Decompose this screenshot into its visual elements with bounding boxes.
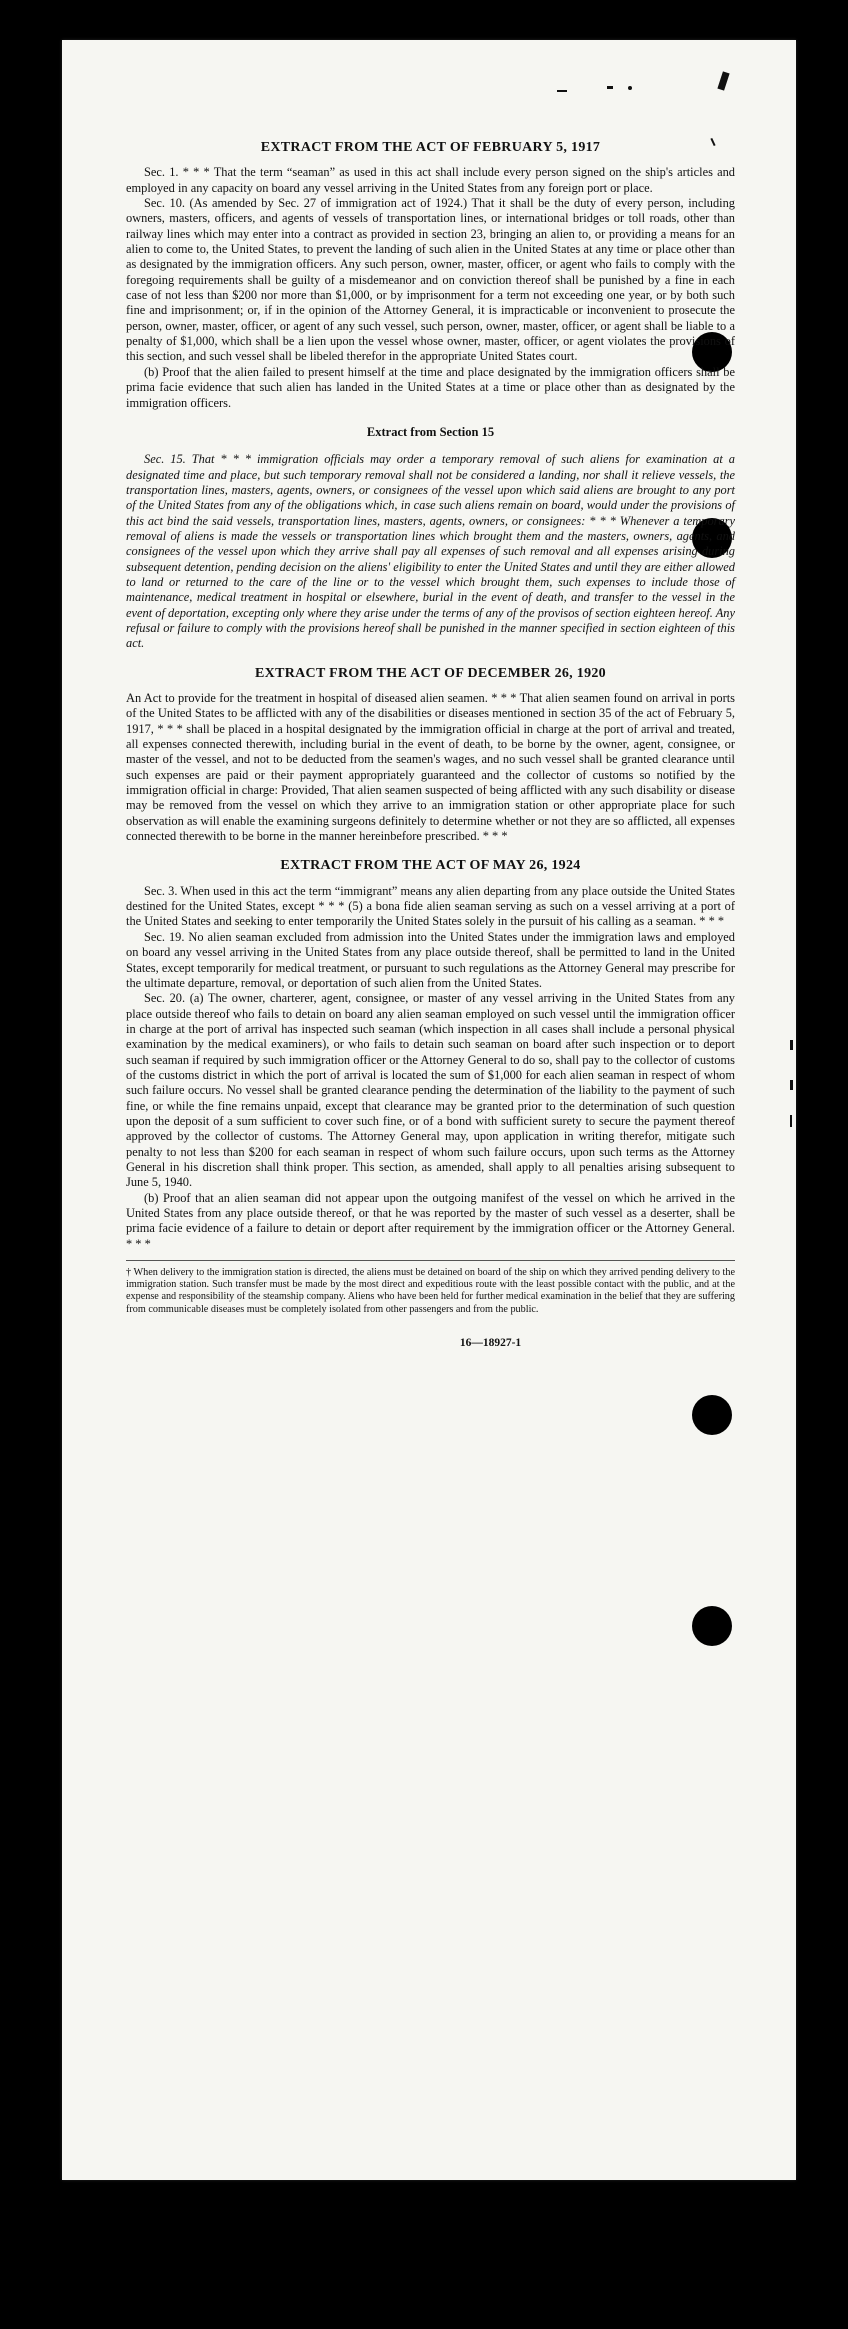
- document-body: [126, 140, 735, 1351]
- scan-mark-tick: [790, 1080, 793, 1090]
- heading-act-1917: EXTRACT FROM THE ACT OF FEBRUARY 5, 1917: [260, 140, 601, 155]
- section-10b-paragraph: (b) Proof that the alien failed to present himself at the time and place designated by the immigration officers shall be prima facie evidence that such alien has landed in the United States at a time or place other than as designated by the immigration officers.: [126, 364, 735, 410]
- punch-hole: [692, 1606, 732, 1646]
- section-20b-paragraph: (b) Proof that an alien seaman did not appear upon the outgoing manifest of the vessel on which he arrived in the United States from any place outside thereof, or that he was reported by the master of such vessel as a deserter, shall be prima facie evidence of a failure to detain or deport after requirement by the immigration officer or the Attorney General. * * *: [126, 1190, 735, 1251]
- section-19-paragraph: Sec. 19. No alien seaman excluded from admission into the United States under the immigration laws and employed on board any vessel arriving in the United States from any place outside thereof, shall be permitted to land in the United States, except temporarily for medical treatment, or pursuant to such regulations as the Attorney General may prescribe for the ultimate departure, removal, or deportation of such alien from the United States.: [126, 929, 735, 990]
- footnote: † When delivery to the immigration station is directed, the aliens must be detained on board of the ship on which they arrived pending delivery to the immigration station. Such transfer must be made by the most direct and expeditious route with the least possible contact with the public, and at the expense and responsibility of the steamship company. Aliens who have been held for further medical examination in the belief that they are suffering from communicable diseases must be completely isolated from other passengers and from the public.: [126, 1260, 735, 1316]
- section-3-paragraph: Sec. 3. When used in this act the term “immigrant” means any alien departing from any place outside the United States destined for the United States, except * * * (5) a bona fide alien seaman serving as such on a vessel arriving at a port of the United States and seeking to enter temporarily the United States solely in the pursuit of his calling as a seaman. * * *: [126, 883, 735, 929]
- scan-mark-tick: [790, 1115, 792, 1127]
- section-10-paragraph: Sec. 10. (As amended by Sec. 27 of immigration act of 1924.) That it shall be the duty of every person, including owners, masters, officers, and agents of vessels of transportation lines, or international bridges or toll roads, other than railway lines which may enter into a contract as provided in section 23, bringing an alien to, or providing a means for an alien to come to, the United States, to prevent the landing of such alien in the United States at any time or place other than as designated by the immigration officers. Any such person, owner, master, officer, or agent who fails to comply with the foregoing requirements shall be guilty of a misdemeanor and on conviction thereof shall be punished by a fine in each case of not less than $200 nor more than $1,000, or by imprisonment for a term not exceeding one year, or by both such fine and imprisonment; or, if in the opinion of the Attorney General, it is impracticable or inconvenient to prosecute the person, owner, master, officer, or agent of any such vessel, such person, owner, master, officer, or agent shall be liable to a penalty of $1,000, which shall be a lien upon the vessel whose owner, master, officer, or agent violates the provisions of this section, and such vessel shall be libeled therefor in the appropriate United States court.: [126, 196, 735, 364]
- scan-mark-dash: [607, 86, 613, 89]
- heading-section-15: Extract from Section 15: [366, 424, 495, 439]
- heading-act-1924: EXTRACT FROM THE ACT OF MAY 26, 1924: [280, 858, 581, 874]
- act-1920-paragraph: An Act to provide for the treatment in hospital of diseased alien seamen. * * * That alien seamen found on arrival in ports of the United States to be afflicted with any of the disabilities or diseases mentioned in section 35 of the act of February 5, 1917, * * * shall be placed in a hospital designated by the immigration official in charge at the port of arrival and treated, all expenses connected therewith, including burial in the event of death, to be borne by the owner, agent, consignee, or master of the vessel, and not to be deducted from the seamen's wages, and no such vessel shall be granted clearance until such expenses are paid or their payment appropriately guaranteed and the collector of customs so notified by the immigration official in charge: Provided, That alien seamen suspected of being afflicted with any such disability or disease may be removed from the vessel on which they arrive to an immigration station or other appropriate place for such observation as will enable the examining surgeons definitely to determine whether or not they are so afflicted, all expenses connected therewith to be borne in the manner hereinbefore prescribed. * * *: [126, 691, 735, 844]
- scan-mark-dot: [628, 86, 632, 90]
- scan-mark-blot: [717, 71, 729, 90]
- scan-mark-tick: [790, 1040, 793, 1050]
- heading-act-1920: EXTRACT FROM THE ACT OF DECEMBER 26, 1920: [255, 665, 606, 681]
- section-1-paragraph: Sec. 1. * * * That the term “seaman” as used in this act shall include every person signed on the ship's articles and employed in any capacity on board any vessel arriving in the United States from any foreign port or place.: [126, 165, 735, 195]
- form-number: 16—18927-1: [459, 1336, 522, 1349]
- section-15-paragraph: Sec. 15. That * * * immigration officials may order a temporary removal of such aliens for examination at a designated time and place, but such temporary removal shall not be considered a landing, nor shall it relieve vessels, the transportation lines, masters, agents, owners, or consignees of the vessel upon which said aliens are brought to any port of the United States from any of the obligations which, in case such aliens remain on board, would under the provisions of this act bind the said vessels, transportation lines, masters, agents, owners, or consignees: * * * Whenever a temporary removal of aliens is made the vessels or transportation lines which brought them and the masters, owners, agents, and consignees of the vessel upon which they arrive shall pay all expenses of such removal and all expenses arising during subsequent detention, pending decision on the aliens' eligibility to enter the United States and until they are either allowed to land or returned to the care of the line or to the vessel which brought them, such expenses to include those of maintenance, medical treatment in hospital or elsewhere, burial in the event of death, and transfer to the vessel in the event of deportation, excepting only where they arise under the terms of any of the provisos of section eighteen hereof. Any refusal or failure to comply with the provisions hereof shall be punished in the manner specified in section eighteen of this act.: [126, 452, 735, 651]
- punch-hole: [692, 1395, 732, 1435]
- section-20a-paragraph: Sec. 20. (a) The owner, charterer, agent, consignee, or master of any vessel arriving in the United States from any place outside thereof who fails to detain on board any alien seaman employed on such vessel until the immigration officer in charge at the port of arrival has inspected such seaman (which inspection in all cases shall include a personal physical examination by the medical examiners), or who fails to detain such seaman on board after such inspection or to deport such seaman if required by such immigration officer or the Attorney General to do so, shall pay to the collector of customs of the customs district in which the port of arrival is located the sum of $1,000 for each alien seaman in respect of whom such failure occurs. No vessel shall be granted clearance pending the determination of the liability to the payment of such fine, or while the fine remains unpaid, except that clearance may be granted prior to the determination of such question upon the deposit of a sum sufficient to cover such fine, or of a bond with sufficient surety to secure the payment thereof approved by the collector of customs. The Attorney General may, upon application in writing therefor, mitigate such penalty to not less than $200 for each seaman in respect of whom such failure occurs, upon such terms as the Attorney General in his discretion shall think proper. This section, as amended, shall apply to all penalties arising subsequent to June 5, 1940.: [126, 991, 735, 1190]
- scan-mark-dash: [557, 90, 567, 92]
